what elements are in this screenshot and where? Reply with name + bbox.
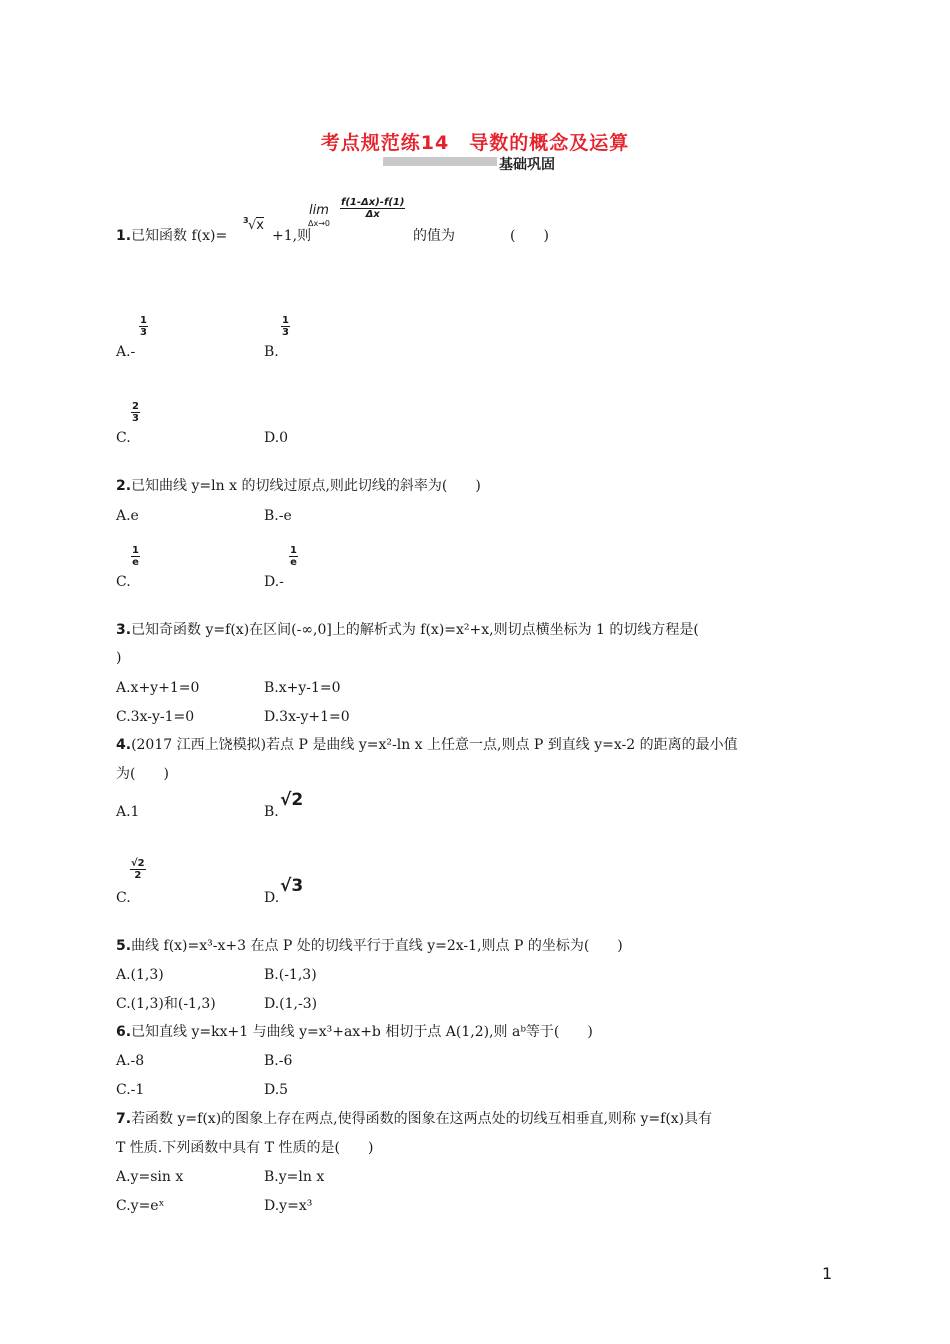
option-c: C. bbox=[116, 574, 131, 590]
option-a: A.- bbox=[116, 344, 136, 360]
option-b-radical: √2 bbox=[280, 790, 304, 810]
option-b: B.(-1,3) bbox=[264, 967, 317, 983]
option-c-fraction bbox=[130, 858, 146, 881]
fraction-denominator: 3 bbox=[282, 327, 289, 338]
fraction-denominator: e bbox=[290, 557, 297, 568]
option-c-fraction bbox=[131, 545, 140, 568]
page-title: 考点规范练14 导数的概念及运算 bbox=[320, 132, 630, 154]
question-number: 6. bbox=[116, 1024, 132, 1040]
question-number: 3. bbox=[116, 622, 132, 638]
question-number: 2. bbox=[116, 478, 132, 494]
question-text: 已知奇函数 y=f(x)在区间(-∞,0]上的解析式为 f(x)=x²+x,则切点横坐标为 1 的切线方程是( bbox=[131, 622, 699, 638]
option-b: B. bbox=[264, 344, 279, 360]
question-6 bbox=[116, 1022, 593, 1042]
limit-word: lim bbox=[309, 203, 329, 218]
option-b: B.-e bbox=[264, 508, 292, 524]
option-b: B.y=ln x bbox=[264, 1169, 325, 1185]
question-1 bbox=[116, 226, 227, 246]
option-c: C.(1,3)和(-1,3) bbox=[116, 996, 216, 1012]
option-c: C.3x-y-1=0 bbox=[116, 709, 195, 725]
option-d: D.0 bbox=[264, 430, 289, 446]
option-a-fraction bbox=[139, 315, 148, 338]
question-5 bbox=[116, 936, 623, 956]
option-c: C. bbox=[116, 430, 131, 446]
option-b: B. bbox=[264, 804, 279, 820]
fraction-denominator: 2 bbox=[134, 870, 142, 881]
option-d: D. bbox=[264, 890, 280, 906]
answer-paren: ( ) bbox=[510, 228, 549, 244]
option-a: A.y=sin x bbox=[116, 1169, 184, 1185]
question-7 bbox=[116, 1109, 712, 1129]
cube-root bbox=[248, 218, 264, 233]
option-c-fraction bbox=[131, 401, 140, 424]
option-d-fraction bbox=[289, 545, 298, 568]
fraction-denominator: 3 bbox=[140, 327, 147, 338]
option-d: D.3x-y+1=0 bbox=[264, 709, 350, 725]
option-d-radical: √3 bbox=[280, 876, 304, 896]
question-text: 的值为 bbox=[413, 228, 455, 244]
question-text: 若函数 y=f(x)的图象上存在两点,使得函数的图象在这两点处的切线互相垂直,则称 y=f(x)具有 bbox=[131, 1111, 713, 1127]
option-c: C. bbox=[116, 890, 131, 906]
fraction-numerator: 2 bbox=[132, 401, 139, 412]
option-d: D.5 bbox=[264, 1082, 289, 1098]
option-c: C.y=eˣ bbox=[116, 1198, 165, 1214]
question-text: 曲线 f(x)=x³-x+3 在点 P 处的切线平行于直线 y=2x-1,则点 P 的坐标为( ) bbox=[131, 938, 623, 954]
option-a: A.1 bbox=[116, 804, 140, 820]
question-4 bbox=[116, 735, 738, 755]
section-bar bbox=[383, 157, 497, 166]
root-index: 3 bbox=[243, 216, 249, 225]
fraction-denominator: e bbox=[132, 557, 139, 568]
limit-fraction bbox=[340, 197, 405, 220]
question-2 bbox=[116, 476, 481, 496]
option-a: A.(1,3) bbox=[116, 967, 164, 983]
radical-sign: √ bbox=[248, 218, 257, 233]
option-d: D.(1,-3) bbox=[264, 996, 318, 1012]
option-a: A.e bbox=[116, 508, 139, 524]
option-b: B.x+y-1=0 bbox=[264, 680, 341, 696]
question-text: 已知曲线 y=ln x 的切线过原点,则此切线的斜率为( ) bbox=[131, 478, 481, 494]
question-text-continued: ) bbox=[116, 650, 122, 666]
question-text: 已知函数 f(x)= bbox=[131, 228, 228, 244]
question-text: +1,则 bbox=[272, 228, 312, 244]
question-text: (2017 江西上饶模拟)若点 P 是曲线 y=x²-ln x 上任意一点,则点 P 到直线 y=x-2 的距离的最小值 bbox=[131, 737, 738, 753]
fraction-numerator: 1 bbox=[140, 315, 147, 326]
question-number: 1. bbox=[116, 228, 132, 244]
option-b: B.-6 bbox=[264, 1053, 293, 1069]
option-d: D.y=x³ bbox=[264, 1198, 313, 1214]
fraction-numerator: 1 bbox=[282, 315, 289, 326]
fraction-numerator: 1 bbox=[290, 545, 297, 556]
question-text: 已知直线 y=kx+1 与曲线 y=x³+ax+b 相切于点 A(1,2),则 aᵇ等于( ) bbox=[131, 1024, 593, 1040]
option-d: D.- bbox=[264, 574, 284, 590]
fraction-denominator: 3 bbox=[132, 413, 139, 424]
fraction-numerator: 1 bbox=[132, 545, 139, 556]
section-heading: 基础巩固 bbox=[499, 157, 555, 173]
fraction-denominator: Δx bbox=[365, 209, 380, 220]
fraction-numerator: √2 bbox=[131, 858, 145, 869]
question-text-continued: T 性质.下列函数中具有 T 性质的是( ) bbox=[116, 1140, 374, 1156]
radicand: x bbox=[256, 218, 264, 233]
option-a: A.x+y+1=0 bbox=[116, 680, 200, 696]
question-3 bbox=[116, 620, 699, 640]
fraction-numerator: f(1-Δx)-f(1) bbox=[341, 197, 405, 208]
question-number: 5. bbox=[116, 938, 132, 954]
page-number: 1 bbox=[822, 1264, 833, 1283]
limit-subscript: Δx→0 bbox=[308, 219, 330, 228]
question-number: 4. bbox=[116, 737, 132, 753]
question-text-continued: 为( ) bbox=[116, 766, 169, 782]
option-c: C.-1 bbox=[116, 1082, 145, 1098]
question-number: 7. bbox=[116, 1111, 132, 1127]
option-b-fraction bbox=[281, 315, 290, 338]
option-a: A.-8 bbox=[116, 1053, 145, 1069]
